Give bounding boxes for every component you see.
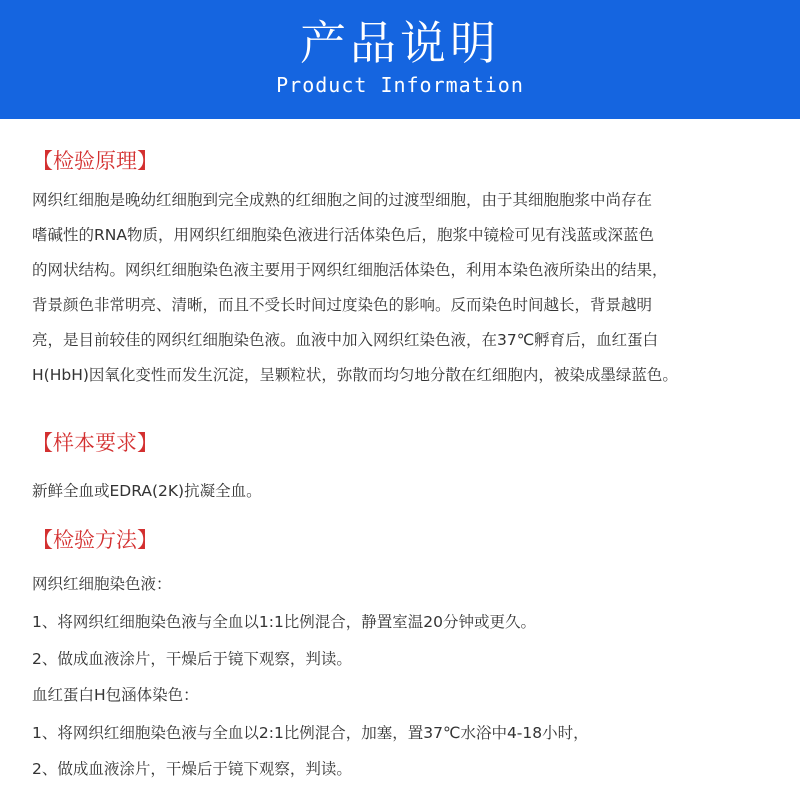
method-line: 网织红细胞染色液： (32, 575, 172, 593)
header-banner (0, 0, 800, 119)
method-line: 1、将网织红细胞染色液与全血以1:1比例混合，静置室温20分钟或更久。 (32, 613, 537, 631)
principle-line: 网织红细胞是晚幼红细胞到完全成熟的红细胞之间的过渡型细胞，由于其细胞胞浆中尚存在 (32, 191, 653, 209)
section-title-method: 【检验方法】 (32, 528, 158, 552)
principle-line: H(HbH)因氧化变性而发生沉淀，呈颗粒状，弥散而均匀地分散在红细胞内，被染成墨绿蓝色。 (32, 366, 678, 384)
method-line: 2、做成血液涂片，干燥后于镜下观察，判读。 (32, 650, 352, 668)
principle-line: 嗜碱性的RNA物质，用网织红细胞染色液进行活体染色后，胞浆中镜检可见有浅蓝或深蓝色 (32, 226, 654, 244)
section-title-principle: 【检验原理】 (32, 149, 158, 173)
method-line: 血红蛋白H包涵体染色： (32, 686, 199, 704)
principle-paragraph (32, 183, 678, 393)
principle-line: 的网状结构。网织红细胞染色液主要用于网织红细胞活体染色，利用本染色液所染出的结果， (32, 261, 668, 279)
principle-line: 背景颜色非常明亮、清晰，而且不受长时间过度染色的影响。反而染色时间越长，背景越明 (32, 296, 653, 314)
sample-text: 新鲜全血或EDRA(2K)抗凝全血。 (32, 482, 262, 500)
section-title-sample: 【样本要求】 (32, 431, 158, 455)
method-line: 1、将网织红细胞染色液与全血以2:1比例混合，加塞，置37℃水浴中4-18小时， (32, 724, 589, 742)
page-subtitle: Product Information (276, 73, 524, 97)
page-title: 产品说明 (300, 16, 500, 70)
principle-line: 亮，是目前较佳的网织红细胞染色液。血液中加入网织红染色液，在37℃孵育后，血红蛋白 (32, 331, 659, 349)
method-line: 2、做成血液涂片，干燥后于镜下观察，判读。 (32, 760, 352, 778)
